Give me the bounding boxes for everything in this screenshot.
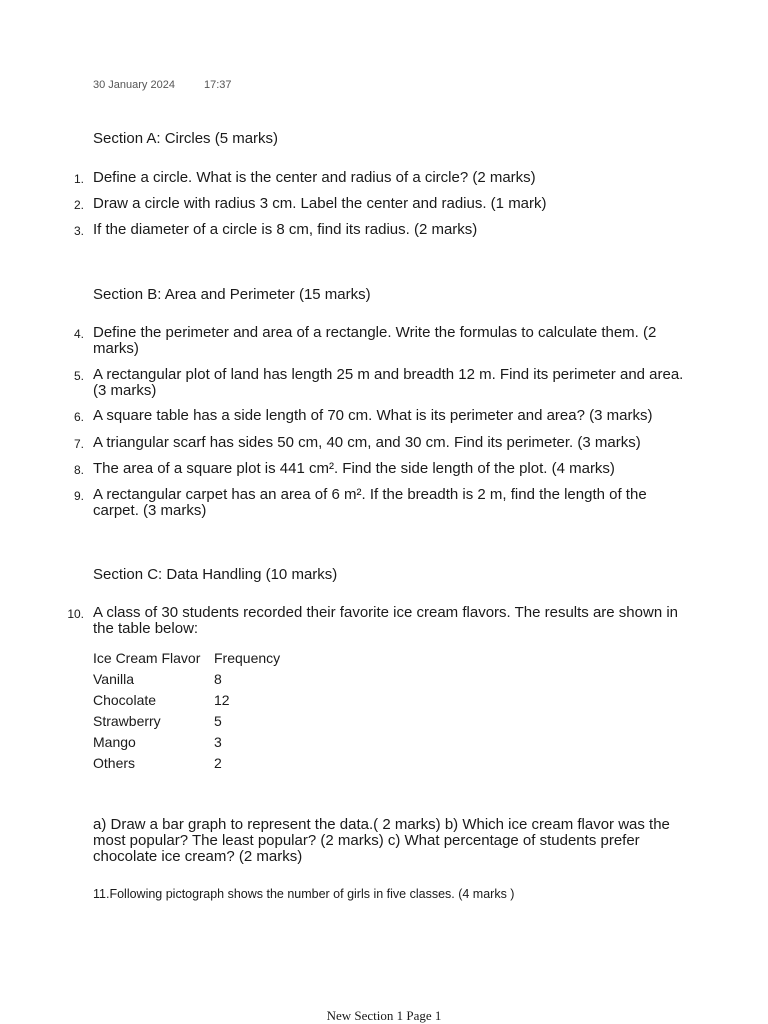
question-text: Define a circle. What is the center and radius of a circle? (2 marks) bbox=[93, 169, 536, 186]
table-cell: 3 bbox=[214, 734, 222, 750]
column-header: Frequency bbox=[214, 650, 281, 666]
table-cell: 12 bbox=[214, 692, 230, 708]
question-number: 9. bbox=[73, 489, 84, 503]
table-cell: Strawberry bbox=[93, 713, 161, 729]
note-date: 30 January 2024 bbox=[93, 79, 175, 91]
table-cell: Chocolate bbox=[93, 692, 157, 708]
question-text: If the diameter of a circle is 8 cm, find its radius. (2 marks) bbox=[93, 221, 478, 238]
question-number: 6. bbox=[73, 410, 84, 424]
question-text: The area of a square plot is 441 cm². Find the side length of the plot. (4 marks) bbox=[93, 460, 615, 477]
question-number: 4. bbox=[73, 327, 84, 341]
page-footer: New Section 1 Page 1 bbox=[326, 1008, 442, 1023]
question-number: 5. bbox=[73, 369, 84, 383]
question-text: A triangular scarf has sides 50 cm, 40 cm, and 30 cm. Find its perimeter. (3 marks) bbox=[93, 434, 641, 451]
question-number: 1. bbox=[73, 172, 84, 186]
table-cell: Mango bbox=[93, 734, 136, 750]
section-a-title: Section A: Circles (5 marks) bbox=[93, 130, 279, 147]
table-cell: 5 bbox=[214, 713, 222, 729]
question-10-subparts: a) Draw a bar graph to represent the data.( 2 marks) b) Which ice cream flavor was the most popular? The least popular? (2 marks) c) What percentage of students prefer chocolate ice cream? (2 marks) bbox=[93, 816, 670, 865]
question-text: Define the perimeter and area of a rectangle. Write the formulas to calculate them. (2 marks) bbox=[93, 324, 657, 357]
question-number: 2. bbox=[73, 198, 84, 212]
question-text: Draw a circle with radius 3 cm. Label the center and radius. (1 mark) bbox=[93, 195, 547, 212]
question-text: A square table has a side length of 70 cm. What is its perimeter and area? (3 marks) bbox=[93, 407, 653, 424]
section-b-title: Section B: Area and Perimeter (15 marks) bbox=[93, 286, 371, 303]
question-text: A rectangular carpet has an area of 6 m². If the breadth is 2 m, find the length of the carpet. (3 marks) bbox=[93, 486, 647, 519]
question-text: A rectangular plot of land has length 25 m and breadth 12 m. Find its perimeter and area. (3 marks) bbox=[93, 366, 684, 399]
table-cell: Others bbox=[93, 755, 136, 771]
section-c-title: Section C: Data Handling (10 marks) bbox=[93, 566, 338, 583]
column-header: Ice Cream Flavor bbox=[93, 650, 201, 666]
question-text: A class of 30 students recorded their favorite ice cream flavors. The results are shown in the table below: bbox=[93, 604, 678, 637]
question-number: 10. bbox=[67, 607, 84, 621]
table-cell: 8 bbox=[214, 671, 222, 687]
question-number: 7. bbox=[73, 437, 84, 451]
table-cell: 2 bbox=[214, 755, 222, 771]
question-number: 8. bbox=[73, 463, 84, 477]
note-time: 17:37 bbox=[204, 79, 232, 91]
table-cell: Vanilla bbox=[93, 671, 134, 687]
question-11: 11.Following pictograph shows the number of girls in five classes. (4 marks ) bbox=[93, 887, 515, 901]
question-number: 3. bbox=[73, 224, 84, 238]
